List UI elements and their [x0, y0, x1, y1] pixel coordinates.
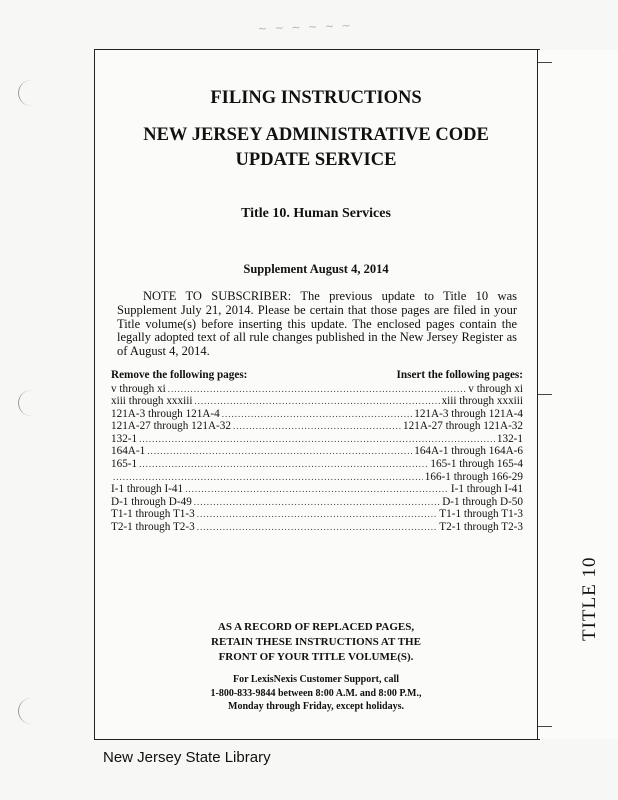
leader-dots	[197, 522, 438, 532]
title-tab-label: TITLE 10	[579, 556, 600, 641]
remove-pages: 132-1	[111, 432, 138, 445]
page-row	[111, 383, 523, 396]
leader-dots	[113, 472, 423, 482]
insert-pages: 164A-1 through 164A-6	[414, 445, 523, 458]
record-notice-line: AS A RECORD OF REPLACED PAGES,	[217, 621, 415, 633]
leader-dots	[139, 434, 495, 444]
insert-pages: 165-1 through 165-4	[430, 458, 523, 471]
page-row	[111, 420, 523, 433]
remove-pages: T2-1 through T2-3	[111, 521, 195, 534]
remove-pages: 121A-3 through 121A-4	[111, 407, 220, 420]
insert-pages: T1-1 through T1-3	[439, 508, 523, 521]
remove-pages: I-1 through I-41	[111, 483, 184, 496]
insert-pages: 132-1	[496, 432, 523, 445]
insert-header: Insert the following pages:	[396, 369, 523, 381]
page-row	[111, 445, 523, 458]
supplement-date: Supplement August 4, 2014	[243, 262, 389, 276]
page-row	[111, 458, 523, 471]
code-title-line2: UPDATE SERVICE	[235, 150, 397, 170]
insert-pages: v through xi	[468, 382, 523, 395]
leader-dots	[139, 459, 428, 469]
page-row	[111, 483, 523, 496]
leader-dots	[233, 421, 401, 431]
insert-pages: I-1 through I-41	[450, 483, 523, 496]
page-row	[111, 521, 523, 534]
punch-hole	[18, 80, 45, 106]
page-list-rows	[111, 383, 523, 534]
remove-pages: T1-1 through T1-3	[111, 508, 195, 521]
subtitle: Title 10. Human Services	[241, 206, 391, 221]
scan-artifact-mark: ~ ~ ~ ~ ~ ~	[257, 18, 353, 36]
library-stamp: New Jersey State Library	[103, 749, 271, 766]
page-row	[111, 395, 523, 408]
punch-hole	[18, 390, 45, 416]
leader-dots	[194, 396, 439, 406]
page-row	[111, 433, 523, 446]
remove-pages: 121A-27 through 121A-32	[111, 420, 231, 433]
support-info	[95, 673, 537, 714]
page-row	[111, 408, 523, 421]
leader-dots	[222, 409, 412, 419]
support-line: Monday through Friday, except holidays.	[228, 701, 404, 712]
page-row	[111, 508, 523, 521]
remove-pages: v through xi	[111, 382, 166, 395]
tab-tick	[538, 62, 552, 63]
record-notice	[95, 620, 537, 665]
leader-dots	[197, 509, 438, 519]
page-content	[95, 50, 537, 739]
insert-pages: 121A-3 through 121A-4	[414, 407, 523, 420]
remove-pages: D-1 through D-49	[111, 495, 192, 508]
title-tab	[537, 50, 618, 739]
tab-tick	[538, 394, 552, 395]
code-title-line1: NEW JERSEY ADMINISTRATIVE CODE	[143, 125, 489, 145]
remove-pages: 165-1	[111, 458, 138, 471]
remove-pages: 164A-1	[111, 445, 146, 458]
leader-dots	[185, 484, 449, 494]
tab-tick	[538, 726, 552, 727]
insert-pages: xiii through xxxiii	[441, 395, 523, 408]
insert-pages: 166-1 through 166-29	[424, 470, 523, 483]
insert-pages: T2-1 through T2-3	[439, 521, 523, 534]
page-row	[111, 496, 523, 509]
remove-pages: xiii through xxxiii	[111, 395, 193, 408]
record-notice-line: RETAIN THESE INSTRUCTIONS AT THE	[211, 636, 421, 648]
leader-dots	[168, 384, 467, 394]
support-line: For LexisNexis Customer Support, call	[232, 674, 399, 685]
filing-instructions-page	[94, 49, 600, 740]
page-list	[111, 369, 523, 534]
leader-dots	[194, 497, 440, 507]
record-notice-line: FRONT OF YOUR TITLE VOLUME(S).	[218, 651, 414, 663]
punch-hole	[18, 698, 45, 724]
leader-dots	[147, 446, 412, 456]
insert-pages: D-1 through D-50	[442, 495, 523, 508]
insert-pages: 121A-27 through 121A-32	[403, 420, 523, 433]
page-row	[111, 471, 523, 484]
page-title: FILING INSTRUCTIONS	[210, 88, 422, 108]
page-list-header	[111, 369, 523, 383]
support-line: 1-800-833-9844 between 8:00 A.M. and 8:00 P.M.,	[210, 687, 422, 699]
subscriber-note: NOTE TO SUBSCRIBER: The previous update to Title 10 was Supplement July 21, 2014. Please be certain that those pages are filed in your Title volume(s) before inserting this update. The enclosed pages contain the legally adopted text of all rule changes published in the New Jersey Register as of August 4, 2014.	[117, 289, 517, 359]
remove-header: Remove the following pages:	[111, 369, 248, 381]
